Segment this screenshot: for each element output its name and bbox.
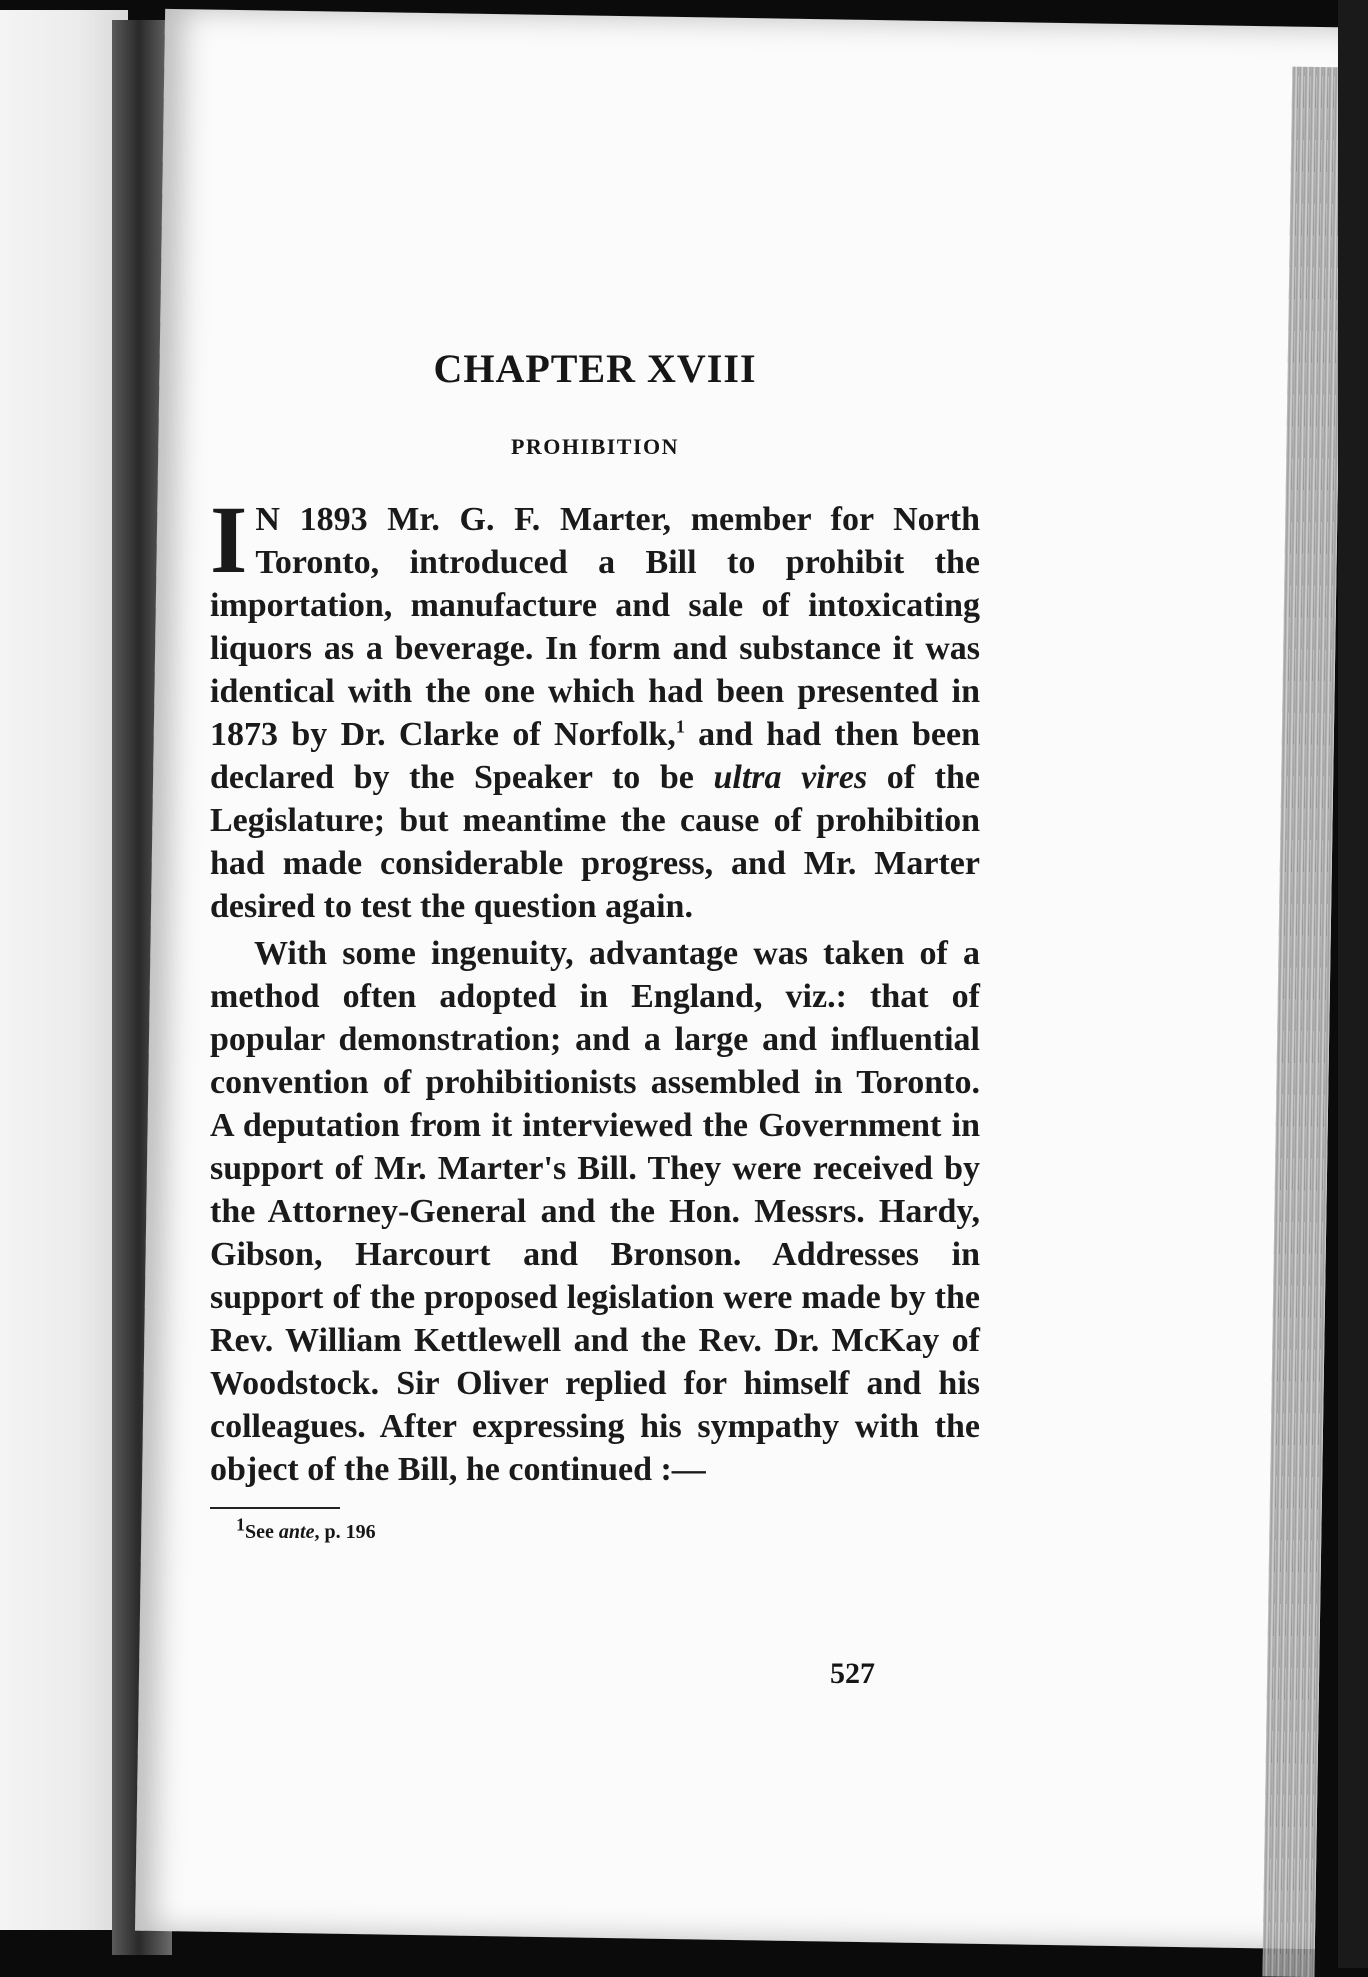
footnote-italic: ante <box>278 1521 315 1543</box>
paragraph-1-italic: ultra vires <box>713 759 868 796</box>
paragraph-1-lead: N 1893 Mr. G. F. Marter, member for North Toronto, introduced a Bill to prohibit the importation, manufacture and sale of intoxicating liquors as a beverage. In form and substance it was identical with the one which had been presented in 1873 by Dr. Clarke of Norfolk, <box>210 501 980 753</box>
footnote <box>236 1514 980 1544</box>
paragraph-1 <box>210 486 981 928</box>
footnote-reference: 1 <box>675 716 685 737</box>
chapter-heading: CHAPTER XVIII <box>433 346 757 391</box>
paragraph-1-tail: of the Legislature; but meantime the cause of prohibition had made considerable progress, and Mr. Marter desired to test the question again. <box>210 759 981 925</box>
footnote-rule <box>210 1507 340 1509</box>
page-content <box>210 345 981 1690</box>
paragraph-2: With some ingenuity, advantage was taken of a method often adopted in England, viz.: that of popular demonstration; and a large and influential convention of prohibitionists assembled in Toronto. A deputation from it interviewed the Government in support of Mr. Marter's Bill. They were received by the Attorney-General and the Hon. Messrs. Hardy, Gibson, Harcourt and Bronson. Addresses in support of the proposed legislation were made by the Rev. William Kettlewell and the Rev. Dr. McKay of Woodstock. Sir Oliver replied for himself and his colleagues. After expressing his sympathy with the object of the Bill, he continued :— <box>210 935 980 1488</box>
drop-cap: I <box>210 486 248 593</box>
footnote-pre: See <box>245 1521 279 1543</box>
background-edge <box>1338 0 1368 1968</box>
paragraph-1-mid: and had then been declared by the Speaker to be <box>210 716 980 796</box>
left-page <box>0 10 128 1930</box>
page-number: 527 <box>830 1657 875 1690</box>
page-edges <box>1262 67 1344 1977</box>
footnote-post: , p. 196 <box>314 1521 376 1543</box>
footnote-number: 1 <box>236 1514 245 1535</box>
section-title: PROHIBITION <box>510 434 680 459</box>
